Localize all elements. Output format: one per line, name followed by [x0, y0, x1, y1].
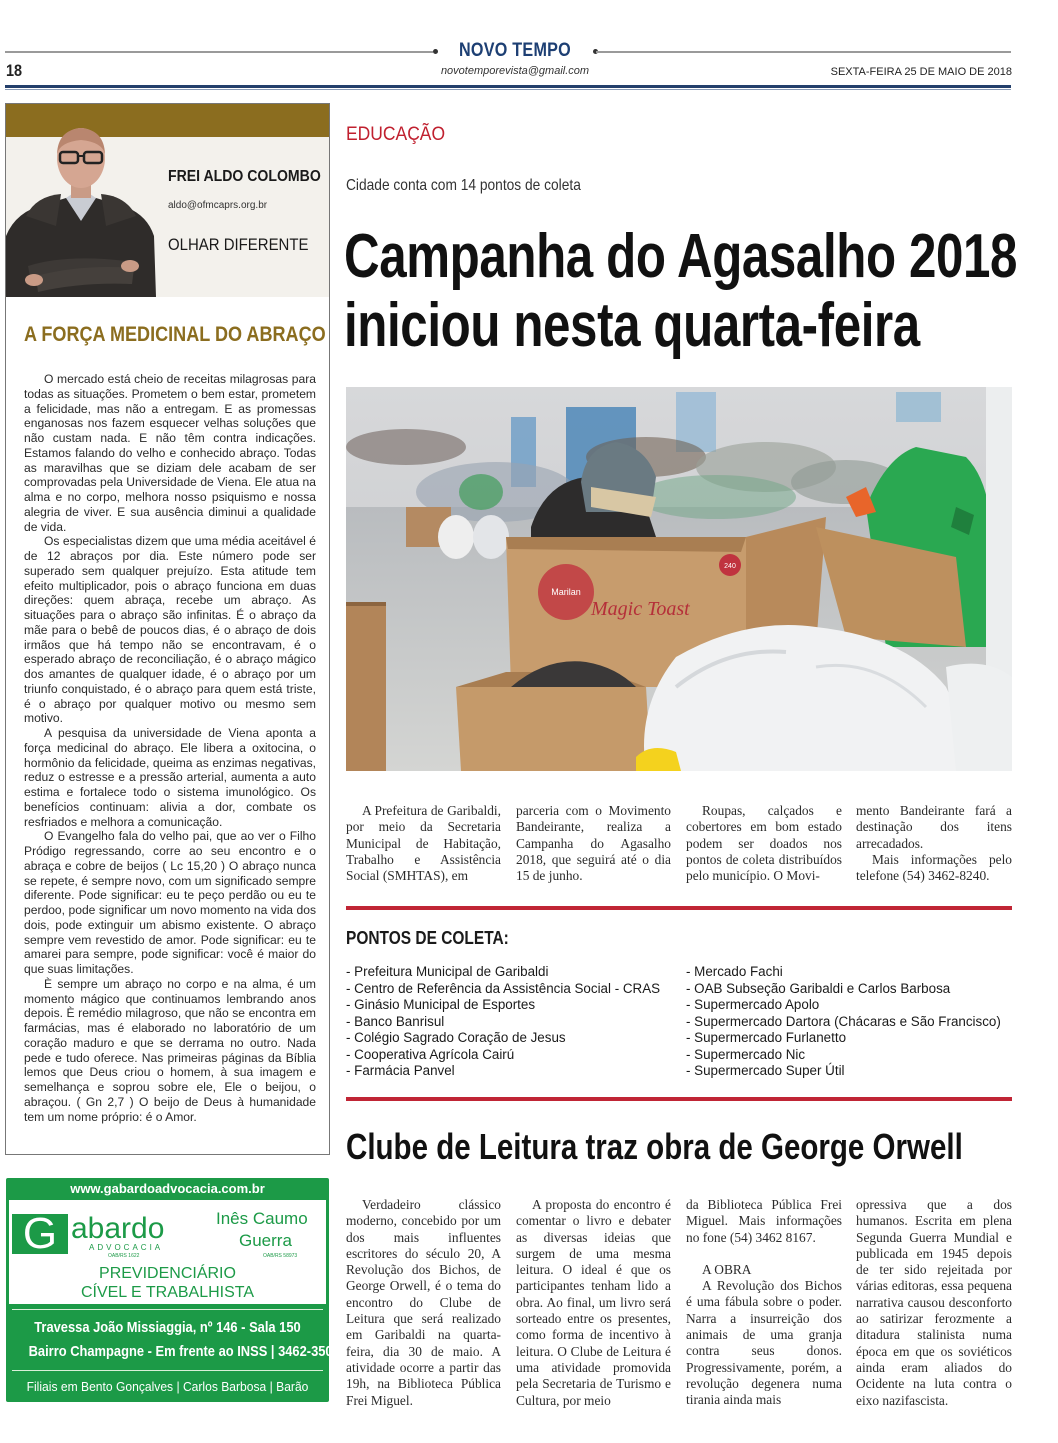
- collection-point: - Cooperativa Agrícola Cairú: [346, 1046, 515, 1062]
- headline-line: iniciou nesta quarta-feira: [344, 291, 920, 360]
- issue-date: SEXTA-FEIRA 25 DE MAIO DE 2018: [830, 66, 1012, 78]
- article2-headline: Clube de Leitura traz obra de George Orwell: [346, 1126, 963, 1167]
- column-paragraph: O Evangelho fala do velho pai, que ao ver o Filho Pródigo regressando, corre ao seu encontro e o abraça e cobre de beijos ( Lc 15,20 ) O abraço nunca se repete, é sempre novo, com um significado sempre diferente. Pode significar: eu te peço perdão ou eu te perdoo, pode significar um novo momento na vida dos dois, pode extinguir um abismo existente. O abraço sempre vem revestido de amor. Pode significar: eu te amarei para sempre, pode significar: você é maior do que suas limitações.: [24, 829, 316, 976]
- collection-point: - Farmácia Panvel: [346, 1063, 455, 1078]
- article2-text: Verdadeiro clássico moderno, concebido por um dos mais influentes escritores do século 20, A Revolução dos Bichos, de George Orwell, é o tema do encontro do Clube de Leitura que será realizado em Garibaldi na quarta-feira, dia 30 de maio. A atividade ocorre a partir das 19h, na Biblioteca Pública Frei Miguel.: [346, 1197, 501, 1408]
- ad-website[interactable]: www.gabardoadvocacia.com.br: [70, 1181, 265, 1196]
- article2-subhead: A OBRA: [702, 1261, 752, 1277]
- collection-points-title: PONTOS DE COLETA:: [346, 928, 509, 948]
- ad-address-line2: Bairro Champagne - Em frente ao INSS | 3462-3508: [28, 1343, 340, 1360]
- ad-divider: [12, 1309, 323, 1310]
- photo-box-text: Magic Toast: [591, 598, 690, 620]
- article2-column: [516, 1197, 671, 1409]
- article-text: mento Bandeirante fará a destinação dos itens arrecadados.: [856, 803, 1012, 851]
- ad-logo-initial: G: [12, 1214, 68, 1254]
- ad-lawyer-registration: OAB/RS 58973: [263, 1253, 298, 1259]
- section-divider: [346, 906, 1012, 910]
- column-paragraph: Os especialistas dizem que uma média aceitável é de 12 abraços por dia. Este número pode ser superado sem qualquer prejuízo. Esta atitude tem efeito multiplicador, pois o abraço funciona em duas direções: quem abraça, recebe um abraço. As situações para o abraço são infinitas. É o abraço da mãe para o bebê de poucos dias, é o abraço de dois irmãos que há tempo não se encontravam, é o esperado abraço de reconciliação, é o abraço mágico dos amantes de qualquer idade, é o abraço por um triunfo conquistado, é o abraço para quem está triste, é o abraço por qualquer motivo ou mesmo sem motivo.: [24, 534, 316, 726]
- photo-box-badge: 240: [724, 563, 736, 570]
- article-text: parceria com o Movimento Bandeirante, realiza a Campanha do Agasalho 2018, que seguirá até o dia 15 de junho.: [516, 803, 671, 884]
- page-number: 18: [6, 61, 23, 80]
- masthead-rule-right: [596, 51, 1011, 53]
- ad-address-line1: Travessa João Missiaggia, nº 146 - Sala 150: [34, 1319, 301, 1336]
- section-divider: [346, 1097, 1012, 1101]
- ad-branches: Filiais em Bento Gonçalves | Carlos Barbosa | Barão: [26, 1379, 309, 1394]
- article-column: [856, 803, 1012, 884]
- law-firm-advertisement[interactable]: [6, 1178, 340, 1402]
- collection-points-list-left: [346, 964, 660, 1080]
- collection-point: - Ginásio Municipal de Esportes: [346, 997, 536, 1012]
- column-paragraph: A pesquisa da universidade de Viena aponta a força medicinal do abraço. Ele libera a oxitocina, o hormônio da felicidade, queima as enzimas negativas, reduz o estresse e a pressão arterial, aumenta a auto estima e fortalece todo o sistema imunológico. Os benefícios continuam: alivia a dor, combate os resfriados e melhora a comunicação.: [24, 726, 316, 829]
- author-portrait: [6, 116, 156, 297]
- collection-point: - Supermercado Furlanetto: [686, 1030, 847, 1045]
- collection-point: - Supermercado Apolo: [686, 997, 820, 1012]
- header-rule: [5, 85, 1011, 88]
- masthead-rule-left: [5, 51, 433, 53]
- article-column: [516, 803, 671, 884]
- article2-column: [686, 1197, 842, 1409]
- masthead-dot-left: [433, 49, 438, 54]
- ad-logo-panel: [9, 1200, 326, 1304]
- author-email[interactable]: aldo@ofmcaprs.org.br: [168, 200, 268, 211]
- article2-text: da Biblioteca Pública Frei Miguel. Mais informações no fone (54) 3462 8167.: [686, 1197, 842, 1245]
- article-subhead: Cidade conta com 14 pontos de coleta: [346, 177, 581, 194]
- collection-points-list-right: [686, 964, 1001, 1080]
- collection-point: - Banco Banrisul: [346, 1013, 445, 1029]
- column-title: A FORÇA MEDICINAL DO ABRAÇO: [24, 323, 326, 346]
- section-kicker: EDUCAÇÃO: [346, 124, 446, 145]
- article-headline: [344, 222, 1017, 360]
- publication-email[interactable]: novotemporevista@gmail.com: [440, 65, 590, 77]
- ad-practice-line1: PREVIDENCIÁRIO: [99, 1265, 236, 1282]
- article2-column: [856, 1197, 1012, 1409]
- collection-point: - OAB Subseção Garibaldi e Carlos Barbosa: [686, 980, 951, 996]
- collection-point: - Supermercado Super Útil: [686, 1063, 845, 1078]
- collection-point: - Supermercado Nic: [686, 1046, 806, 1062]
- article-text: Roupas, calçados e cobertores em bom estado podem ser doados nos pontos de coleta distribuídos pelo município. O Movi-: [686, 803, 842, 884]
- collection-point: - Mercado Fachi: [686, 964, 783, 979]
- publication-name: NOVO TEMPO: [458, 40, 572, 61]
- article2-text: A Revolução dos Bichos é uma fábula sobre o poder. Narra a insurreição dos animais de uma granja contra seus donos. Progressivamente, porém, a revolução degenera numa tirania ainda mais: [686, 1278, 842, 1408]
- column-section-name: OLHAR DIFERENTE: [168, 235, 309, 254]
- opinion-column: [5, 103, 330, 1155]
- photo-box-brand: Marilan: [551, 587, 581, 597]
- collection-point: - Prefeitura Municipal de Garibaldi: [346, 964, 549, 979]
- column-paragraph: È sempre um abraço no corpo e na alma, é um momento mágico que continuamos lembrando anos depois. È remédio milagroso, que não se encontra em farmácias, mas é elaborado no laboratório de um coração maduro e que se derrama no outro. Nada pede e tudo oferece. Nas primeiras páginas da Bíblia lemos que Deus criou o homem, à sua imagem e semelhança e soprou sobre ele, Ele o beijou, o abraçou. ( Gn 2,7 ) O beijo de Deus à humanidade tem um nome próprio: é o Amor.: [24, 976, 316, 1124]
- ad-logo-subtitle: ADVOCACIA: [89, 1243, 164, 1252]
- article-text: Mais informações pelo telefone (54) 3462-8240.: [856, 851, 1012, 884]
- ad-divider: [12, 1370, 323, 1371]
- collection-point: - Supermercado Dartora (Chácaras e São Francisco): [686, 1013, 1001, 1029]
- headline-line: Campanha do Agasalho 2018: [344, 222, 1018, 291]
- column-body: [24, 372, 316, 1124]
- article2-column: [346, 1197, 501, 1409]
- ad-practice-areas: [9, 1264, 326, 1302]
- article-column: [686, 803, 842, 884]
- column-paragraph: O mercado está cheio de receitas milagrosas para todas as situações. Prometem o bem estar, prometem a felicidade, mas não a entregam. E as promessas enganosas nos fazem esquecer velhas soluções que não custam nada. E não têm contra indicações. Estamos falando do velho e conhecido abraço. Todas as maravilhas que se diziam dele acabam de ser comprovadas pela Universidade de Viena. Ele atua na alma e no corpo, melhora nosso psiquismo e nossa alegria de viver. E sua ausência diminui a qualidade de vida.: [24, 372, 316, 534]
- article2-text: A proposta do encontro é comentar o livro e debater as diversas ideias que surgem de uma mesma leitura. O ideal é que os participantes tenham lido a obra. Ao final, um livro será sorteado entre os presentes, como forma de incentivo à leitura. O Clube de Leitura é uma atividade promovida pela Secretaria de Turismo e Cultura, por meio: [516, 1197, 671, 1408]
- ad-lawyer-name: Inês Caumo: [216, 1209, 308, 1228]
- author-name: FREI ALDO COLOMBO: [168, 168, 321, 185]
- collection-point: - Colégio Sagrado Coração de Jesus: [346, 1030, 566, 1045]
- article-photo: [346, 387, 1012, 771]
- ad-logo-word: abardo: [71, 1212, 165, 1245]
- ad-logo-registration: OAB/RS 1622: [108, 1253, 140, 1259]
- ad-practice-line2: CÍVEL E TRABALHISTA: [80, 1284, 255, 1301]
- collection-point: - Centro de Referência da Assistência Social - CRAS: [346, 980, 661, 996]
- article2-text: opressiva que a dos humanos. Escrita em plena Segunda Guerra Mundial e publicada em 1945 depois de ter sido rejeitada por várias editoras, essa pequena narrativa causou desconforto ao satirizar ferozmente a ditadura stalinista numa época em que os soviéticos ainda eram aliados do Ocidente na luta contra o eixo nazifascista.: [856, 1197, 1012, 1408]
- article-column: [346, 803, 501, 884]
- header-rule-thin: [5, 89, 1011, 90]
- ad-lawyer-surname: Guerra: [239, 1231, 292, 1250]
- article-text: A Prefeitura de Garibaldi, por meio da Secretaria Municipal de Habitação, Trabalho e Assistência Social (SMHTAS), em: [346, 803, 501, 884]
